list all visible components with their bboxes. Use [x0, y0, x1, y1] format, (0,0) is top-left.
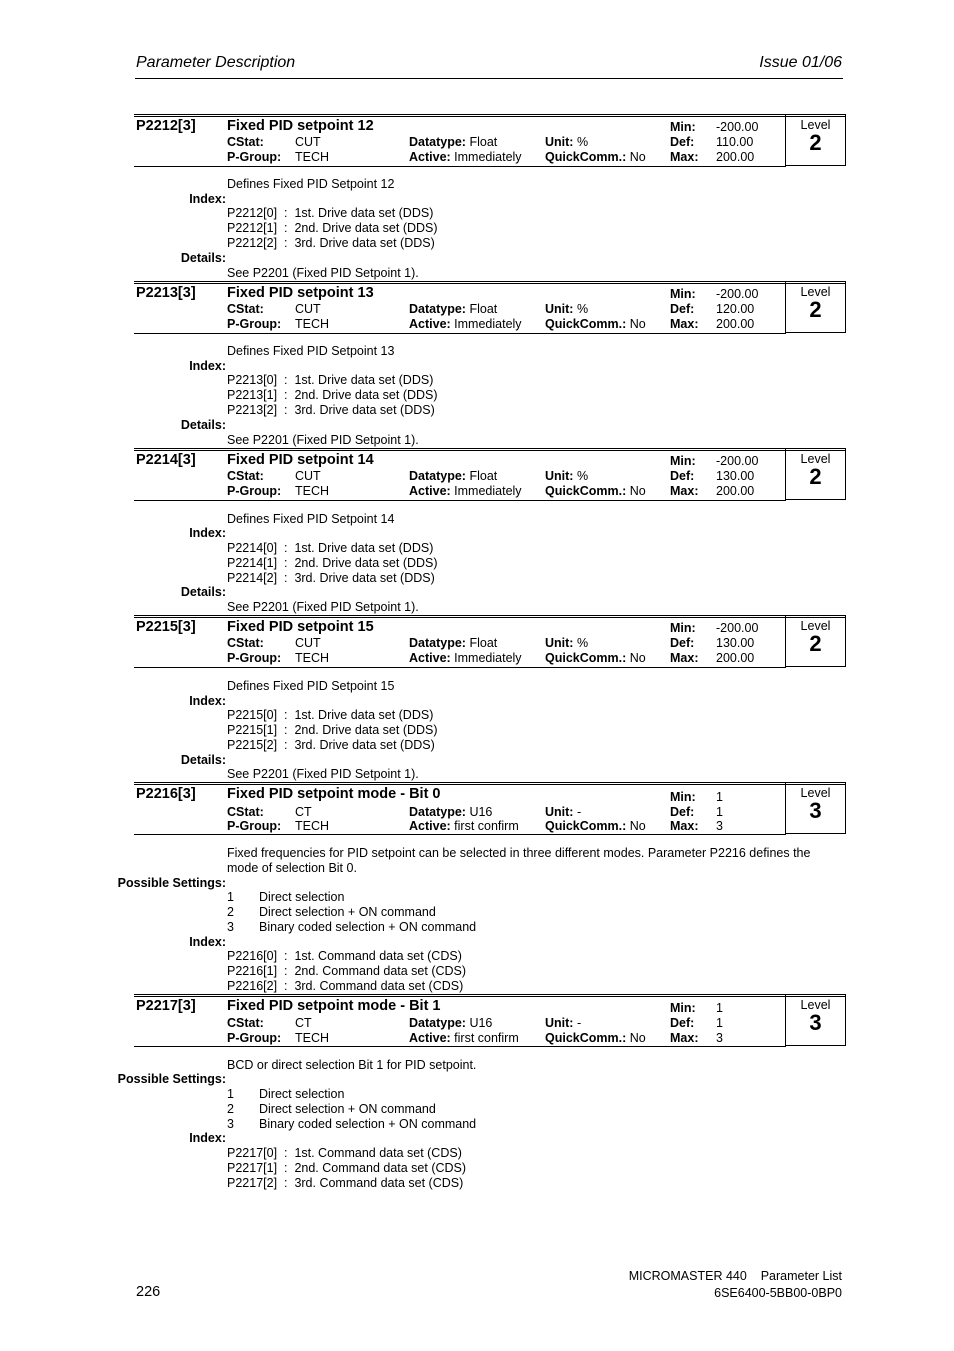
quickcomm-label: QuickComm.:	[545, 651, 627, 665]
index-name: P2216[0]	[227, 949, 278, 963]
index-name: P2214[2]	[227, 571, 278, 585]
datatype-value: U16	[469, 1016, 493, 1030]
pgroup-value: TECH	[295, 484, 330, 498]
cstat-value: CT	[295, 805, 312, 819]
datatype-value: Float	[469, 302, 498, 316]
active-value: Immediately	[454, 150, 522, 164]
setting-value: 1	[227, 890, 234, 904]
cstat-value: CUT	[295, 636, 321, 650]
quickcomm-value: No	[629, 150, 646, 164]
index-text: 1st. Drive data set (DDS)	[294, 206, 434, 220]
cstat-label: CStat:	[227, 1016, 264, 1030]
def-value: 130.00	[716, 636, 755, 650]
min-label: Min:	[670, 454, 696, 468]
unit-label: Unit:	[545, 805, 574, 819]
active-label: Active:	[409, 819, 451, 833]
index-separator: :	[284, 1146, 288, 1160]
level-value: 3	[809, 1010, 822, 1035]
cstat-label: CStat:	[227, 302, 264, 316]
index-name: P2214[0]	[227, 541, 278, 555]
max-label: Max:	[670, 484, 699, 498]
quickcomm-value: No	[629, 1031, 646, 1045]
unit-label: Unit:	[545, 636, 574, 650]
unit-value: -	[576, 1016, 582, 1030]
unit-value: %	[576, 302, 589, 316]
setting-text: Direct selection	[259, 1087, 345, 1101]
cstat-label: CStat:	[227, 636, 264, 650]
level-box	[785, 115, 846, 166]
index-text: 3rd. Command data set (CDS)	[294, 979, 464, 993]
index-label: Index:	[189, 359, 226, 373]
index-separator: :	[284, 708, 288, 722]
def-label: Def:	[670, 302, 695, 316]
min-value: 1	[716, 1001, 723, 1015]
index-text: 2nd. Drive data set (DDS)	[294, 221, 438, 235]
param-id: P2214[3]	[136, 452, 196, 468]
def-label: Def:	[670, 469, 695, 483]
index-separator: :	[284, 723, 288, 737]
quickcomm-value: No	[629, 651, 646, 665]
setting-text: Direct selection	[259, 890, 345, 904]
index-text: 3rd. Drive data set (DDS)	[294, 571, 435, 585]
max-value: 200.00	[716, 317, 755, 331]
index-label: Index:	[189, 694, 226, 708]
unit-label: Unit:	[545, 1016, 574, 1030]
pgroup-value: TECH	[295, 651, 330, 665]
index-entry	[227, 206, 433, 220]
level-value: 3	[809, 798, 822, 823]
level-label: Level	[800, 118, 831, 132]
param-description-line: Fixed frequencies for PID setpoint can be selected in three different modes. Parameter P2216 defines the	[227, 846, 811, 860]
index-entry	[227, 221, 438, 235]
index-separator: :	[284, 979, 288, 993]
min-label: Min:	[670, 621, 696, 635]
index-separator: :	[284, 738, 288, 752]
min-label: Min:	[670, 287, 696, 301]
header-issue: Issue 01/06	[759, 54, 842, 71]
setting-text: Binary coded selection + ON command	[259, 920, 477, 934]
details-label: Details:	[180, 585, 226, 599]
pgroup-label: P-Group:	[227, 317, 282, 331]
index-name: P2217[2]	[227, 1176, 278, 1190]
max-label: Max:	[670, 1031, 699, 1045]
min-value: 1	[716, 790, 723, 804]
active-label: Active:	[409, 1031, 451, 1045]
index-separator: :	[284, 949, 288, 963]
param-description-line: mode of selection Bit 0.	[227, 861, 357, 875]
datatype-label: Datatype:	[409, 805, 466, 819]
index-entry	[227, 556, 438, 570]
active-value: first confirm	[454, 819, 519, 833]
level-label: Level	[800, 452, 831, 466]
index-entry	[227, 571, 435, 585]
index-entry	[227, 723, 438, 737]
index-text: 3rd. Drive data set (DDS)	[294, 403, 435, 417]
header-rule	[135, 78, 843, 79]
index-name: P2215[0]	[227, 708, 278, 722]
index-entry	[227, 1146, 462, 1160]
index-text: 1st. Drive data set (DDS)	[294, 541, 434, 555]
min-label: Min:	[670, 1001, 696, 1015]
setting-value: 2	[227, 1102, 234, 1116]
def-value: 110.00	[716, 135, 754, 149]
quickcomm-label: QuickComm.:	[545, 1031, 627, 1045]
level-value: 2	[809, 631, 822, 656]
min-value: -200.00	[716, 621, 759, 635]
index-text: 1st. Command data set (CDS)	[294, 949, 462, 963]
pgroup-value: TECH	[295, 1031, 330, 1045]
min-label: Min:	[670, 120, 696, 134]
index-text: 2nd. Command data set (CDS)	[294, 1161, 467, 1175]
index-separator: :	[284, 541, 288, 555]
index-separator: :	[284, 1176, 288, 1190]
quickcomm-label: QuickComm.:	[545, 484, 627, 498]
index-entry	[227, 708, 433, 722]
datatype-label: Datatype:	[409, 1016, 466, 1030]
cstat-label: CStat:	[227, 135, 264, 149]
min-label: Min:	[670, 790, 696, 804]
details-label: Details:	[180, 251, 226, 265]
details-text: See P2201 (Fixed PID Setpoint 1).	[227, 433, 419, 447]
index-name: P2212[1]	[227, 221, 278, 235]
quickcomm-label: QuickComm.:	[545, 150, 627, 164]
min-value: -200.00	[716, 454, 759, 468]
index-entry	[227, 964, 466, 978]
level-value: 2	[809, 297, 822, 322]
param-id: P2212[3]	[136, 118, 196, 134]
param-description: Defines Fixed PID Setpoint 12	[227, 177, 395, 191]
index-text: 1st. Command data set (CDS)	[294, 1146, 462, 1160]
level-box	[785, 783, 846, 834]
cstat-label: CStat:	[227, 805, 264, 819]
datatype-label: Datatype:	[409, 469, 466, 483]
min-value: -200.00	[716, 120, 759, 134]
index-text: 3rd. Drive data set (DDS)	[294, 738, 435, 752]
setting-value: 3	[227, 920, 234, 934]
def-value: 1	[716, 1016, 723, 1030]
cstat-label: CStat:	[227, 469, 264, 483]
index-label: Index:	[189, 526, 226, 540]
index-entry	[227, 949, 462, 963]
index-text: 3rd. Drive data set (DDS)	[294, 236, 435, 250]
param-title: Fixed PID setpoint 15	[227, 619, 374, 635]
index-separator: :	[284, 221, 288, 235]
param-id: P2213[3]	[136, 285, 196, 301]
param-title: Fixed PID setpoint mode - Bit 0	[227, 786, 441, 802]
unit-label: Unit:	[545, 135, 574, 149]
param-title: Fixed PID setpoint 14	[227, 452, 374, 468]
level-value: 2	[809, 130, 822, 155]
level-box	[785, 616, 846, 667]
quickcomm-value: No	[629, 317, 646, 331]
def-label: Def:	[670, 1016, 695, 1030]
param-id: P2215[3]	[136, 619, 196, 635]
pgroup-label: P-Group:	[227, 819, 282, 833]
unit-value: %	[576, 636, 589, 650]
index-text: 1st. Drive data set (DDS)	[294, 373, 434, 387]
index-separator: :	[284, 373, 288, 387]
param-id: P2217[3]	[136, 998, 196, 1014]
index-separator: :	[284, 403, 288, 417]
index-text: 3rd. Command data set (CDS)	[294, 1176, 464, 1190]
def-label: Def:	[670, 805, 695, 819]
unit-value: -	[576, 805, 582, 819]
index-entry	[227, 388, 438, 402]
index-separator: :	[284, 1161, 288, 1175]
level-label: Level	[800, 786, 831, 800]
setting-text: Direct selection + ON command	[259, 1102, 436, 1116]
param-description: Defines Fixed PID Setpoint 14	[227, 512, 395, 526]
def-label: Def:	[670, 636, 695, 650]
index-name: P2212[2]	[227, 236, 278, 250]
max-value: 200.00	[716, 484, 755, 498]
cstat-value: CUT	[295, 469, 321, 483]
def-label: Def:	[670, 135, 695, 149]
level-value: 2	[809, 464, 822, 489]
active-label: Active:	[409, 651, 451, 665]
active-label: Active:	[409, 317, 451, 331]
quickcomm-value: No	[629, 484, 646, 498]
page-number: 226	[136, 1284, 161, 1300]
active-value: Immediately	[454, 651, 522, 665]
index-name: P2212[0]	[227, 206, 278, 220]
index-entry	[227, 403, 435, 417]
index-name: P2216[1]	[227, 964, 278, 978]
index-text: 2nd. Drive data set (DDS)	[294, 723, 438, 737]
index-entry	[227, 1161, 466, 1175]
pgroup-label: P-Group:	[227, 150, 282, 164]
possible-settings-label: Possible Settings:	[117, 876, 226, 890]
param-title: Fixed PID setpoint 12	[227, 118, 374, 134]
level-label: Level	[800, 285, 831, 299]
index-name: P2217[0]	[227, 1146, 278, 1160]
max-value: 3	[716, 1031, 723, 1045]
level-box	[785, 282, 846, 333]
param-title: Fixed PID setpoint 13	[227, 285, 374, 301]
active-value: Immediately	[454, 317, 522, 331]
datatype-label: Datatype:	[409, 636, 466, 650]
unit-label: Unit:	[545, 302, 574, 316]
min-value: -200.00	[716, 287, 759, 301]
pgroup-value: TECH	[295, 317, 330, 331]
index-separator: :	[284, 206, 288, 220]
pgroup-label: P-Group:	[227, 484, 282, 498]
index-label: Index:	[189, 192, 226, 206]
index-name: P2214[1]	[227, 556, 278, 570]
datatype-value: Float	[469, 636, 498, 650]
unit-value: %	[576, 469, 589, 483]
index-name: P2216[2]	[227, 979, 278, 993]
def-value: 120.00	[716, 302, 755, 316]
quickcomm-label: QuickComm.:	[545, 819, 627, 833]
index-separator: :	[284, 964, 288, 978]
index-text: 1st. Drive data set (DDS)	[294, 708, 434, 722]
index-separator: :	[284, 236, 288, 250]
unit-label: Unit:	[545, 469, 574, 483]
def-value: 1	[716, 805, 723, 819]
datatype-label: Datatype:	[409, 302, 466, 316]
pgroup-label: P-Group:	[227, 651, 282, 665]
header-title: Parameter Description	[136, 54, 296, 71]
index-separator: :	[284, 556, 288, 570]
max-label: Max:	[670, 651, 699, 665]
setting-text: Binary coded selection + ON command	[259, 1117, 477, 1131]
index-text: 2nd. Drive data set (DDS)	[294, 556, 438, 570]
index-separator: :	[284, 571, 288, 585]
active-value: first confirm	[454, 1031, 519, 1045]
index-name: P2213[2]	[227, 403, 278, 417]
level-label: Level	[800, 998, 831, 1012]
active-label: Active:	[409, 484, 451, 498]
unit-value: %	[576, 135, 589, 149]
datatype-value: U16	[469, 805, 493, 819]
index-entry	[227, 979, 463, 993]
level-box	[785, 449, 846, 500]
max-value: 200.00	[716, 150, 755, 164]
param-description: Defines Fixed PID Setpoint 15	[227, 679, 395, 693]
details-text: See P2201 (Fixed PID Setpoint 1).	[227, 600, 419, 614]
index-text: 2nd. Command data set (CDS)	[294, 964, 467, 978]
quickcomm-value: No	[629, 819, 646, 833]
max-value: 200.00	[716, 651, 755, 665]
param-title: Fixed PID setpoint mode - Bit 1	[227, 998, 441, 1014]
cstat-value: CT	[295, 1016, 312, 1030]
param-description: Defines Fixed PID Setpoint 13	[227, 344, 395, 358]
index-name: P2215[1]	[227, 723, 278, 737]
setting-value: 3	[227, 1117, 234, 1131]
active-value: Immediately	[454, 484, 522, 498]
index-entry	[227, 541, 433, 555]
index-name: P2213[1]	[227, 388, 278, 402]
footer-product: MICROMASTER 440 Parameter List	[628, 1269, 842, 1283]
def-value: 130.00	[716, 469, 755, 483]
max-label: Max:	[670, 150, 699, 164]
index-separator: :	[284, 388, 288, 402]
setting-value: 2	[227, 905, 234, 919]
level-box	[785, 995, 846, 1046]
active-label: Active:	[409, 150, 451, 164]
possible-settings-label: Possible Settings:	[117, 1072, 226, 1086]
details-text: See P2201 (Fixed PID Setpoint 1).	[227, 266, 419, 280]
index-label: Index:	[189, 1131, 226, 1145]
max-value: 3	[716, 819, 723, 833]
index-entry	[227, 738, 435, 752]
datatype-value: Float	[469, 135, 498, 149]
cstat-value: CUT	[295, 302, 321, 316]
max-label: Max:	[670, 819, 699, 833]
datatype-value: Float	[469, 469, 498, 483]
footer-order-number: 6SE6400-5BB00-0BP0	[714, 1286, 842, 1300]
param-id: P2216[3]	[136, 786, 196, 802]
index-entry	[227, 236, 435, 250]
setting-text: Direct selection + ON command	[259, 905, 436, 919]
index-entry	[227, 1176, 463, 1190]
index-text: 2nd. Drive data set (DDS)	[294, 388, 438, 402]
setting-value: 1	[227, 1087, 234, 1101]
pgroup-value: TECH	[295, 819, 330, 833]
index-entry	[227, 373, 433, 387]
pgroup-label: P-Group:	[227, 1031, 282, 1045]
level-label: Level	[800, 619, 831, 633]
index-name: P2213[0]	[227, 373, 278, 387]
details-label: Details:	[180, 753, 226, 767]
datatype-label: Datatype:	[409, 135, 466, 149]
pgroup-value: TECH	[295, 150, 330, 164]
cstat-value: CUT	[295, 135, 321, 149]
index-label: Index:	[189, 935, 226, 949]
details-text: See P2201 (Fixed PID Setpoint 1).	[227, 767, 419, 781]
param-description: BCD or direct selection Bit 1 for PID setpoint.	[227, 1058, 477, 1072]
details-label: Details:	[180, 418, 226, 432]
index-name: P2215[2]	[227, 738, 278, 752]
max-label: Max:	[670, 317, 699, 331]
quickcomm-label: QuickComm.:	[545, 317, 627, 331]
index-name: P2217[1]	[227, 1161, 278, 1175]
